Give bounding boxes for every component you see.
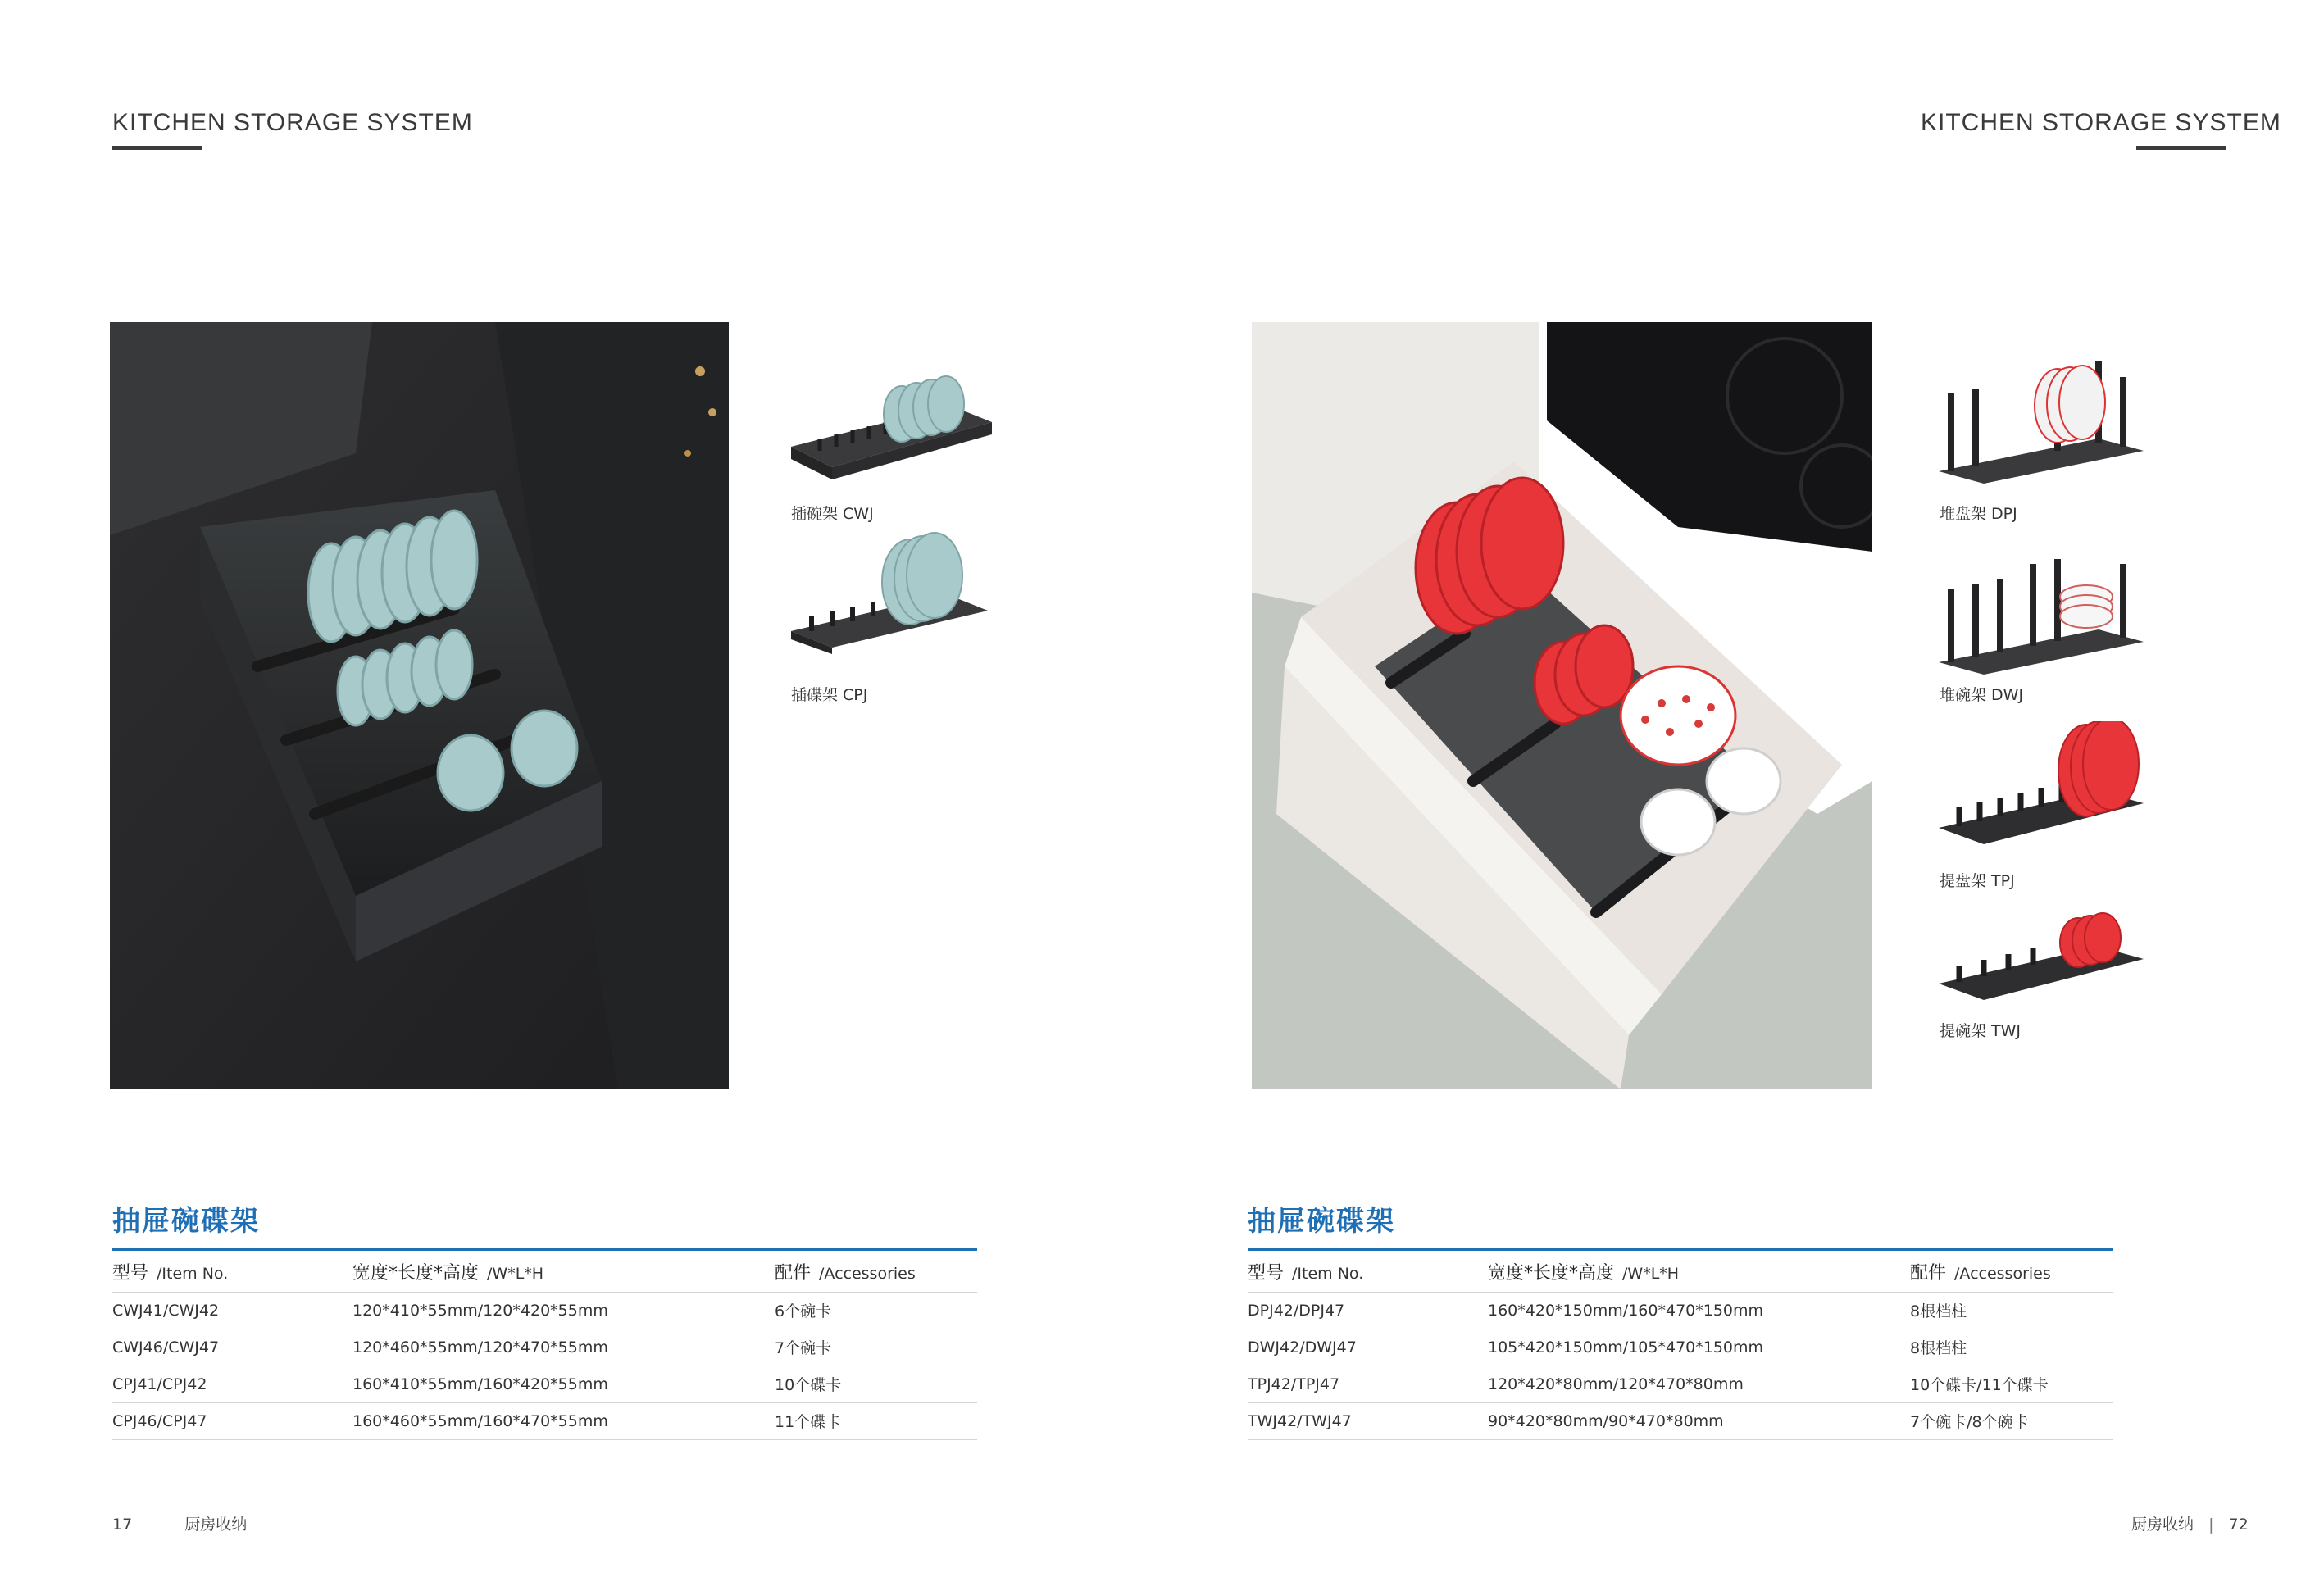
cell-accessories: 8根档柱 bbox=[1910, 1292, 2113, 1329]
right-page-number: 72 bbox=[2228, 1516, 2249, 1534]
col-dimensions: 宽度*长度*高度 /W*L*H bbox=[1488, 1252, 1910, 1292]
cwj-rack-thumbnail bbox=[787, 373, 996, 488]
cell-accessories: 6个碗卡 bbox=[775, 1292, 977, 1329]
plate-stack-rack-icon bbox=[1935, 357, 2148, 488]
right-header-title: KITCHEN STORAGE SYSTEM bbox=[1921, 109, 2281, 136]
cell-item-no: CPJ41/CPJ42 bbox=[112, 1366, 352, 1402]
dpj-rack-thumbnail bbox=[1935, 357, 2148, 488]
table-row bbox=[112, 1329, 977, 1366]
table-row bbox=[1248, 1366, 2113, 1402]
col-dimensions: 宽度*长度*高度 /W*L*H bbox=[352, 1252, 775, 1292]
cell-accessories: 11个碟卡 bbox=[775, 1402, 977, 1439]
cell-item-no: TWJ42/TWJ47 bbox=[1248, 1402, 1488, 1439]
table-header-row bbox=[112, 1252, 977, 1292]
table-row bbox=[1248, 1402, 2113, 1439]
cpj-rack-thumbnail bbox=[787, 525, 996, 656]
left-section-rule bbox=[112, 1248, 977, 1251]
bowl-stack-rack-icon bbox=[1935, 548, 2148, 679]
dpj-rack-label: 堆盘架 DPJ bbox=[1940, 505, 2017, 523]
left-header-title: KITCHEN STORAGE SYSTEM bbox=[112, 109, 473, 136]
cell-accessories: 8根档柱 bbox=[1910, 1329, 2113, 1366]
right-footer-text: 厨房收纳 bbox=[2131, 1516, 2194, 1534]
left-section-title: 抽屉碗碟架 bbox=[112, 1205, 260, 1238]
cell-accessories: 10个碟卡 bbox=[775, 1366, 977, 1402]
cell-dimensions: 120*460*55mm/120*470*55mm bbox=[352, 1329, 775, 1366]
col-item-no: 型号 /Item No. bbox=[112, 1252, 352, 1292]
cell-dimensions: 90*420*80mm/90*470*80mm bbox=[1488, 1402, 1910, 1439]
bowl-rack-icon bbox=[787, 373, 996, 488]
cell-item-no: CWJ41/CWJ42 bbox=[112, 1292, 352, 1329]
cell-dimensions: 120*420*80mm/120*470*80mm bbox=[1488, 1366, 1910, 1402]
left-header-rule bbox=[112, 146, 202, 150]
right-footer bbox=[2131, 1512, 2249, 1534]
cell-dimensions: 160*410*55mm/160*420*55mm bbox=[352, 1366, 775, 1402]
cell-item-no: DPJ42/DPJ47 bbox=[1248, 1292, 1488, 1329]
cell-item-no: CPJ46/CPJ47 bbox=[112, 1402, 352, 1439]
twj-rack-thumbnail bbox=[1935, 902, 2148, 1008]
cell-item-no: DWJ42/DWJ47 bbox=[1248, 1329, 1488, 1366]
cell-dimensions: 120*410*55mm/120*420*55mm bbox=[352, 1292, 775, 1329]
right-footer-divider: | bbox=[2208, 1516, 2214, 1534]
right-header-rule bbox=[2136, 146, 2226, 150]
bowl-carry-rack-icon bbox=[1935, 902, 2148, 1008]
cpj-rack-label: 插碟架 CPJ bbox=[791, 686, 868, 704]
cell-item-no: CWJ46/CWJ47 bbox=[112, 1329, 352, 1366]
cell-accessories: 7个碗卡/8个碗卡 bbox=[1910, 1402, 2113, 1439]
cell-accessories: 10个碟卡/11个碟卡 bbox=[1910, 1366, 2113, 1402]
cell-accessories: 7个碗卡 bbox=[775, 1329, 977, 1366]
dwj-rack-label: 堆碗架 DWJ bbox=[1940, 686, 2024, 704]
twj-rack-label: 提碗架 TWJ bbox=[1940, 1022, 2022, 1040]
table-row bbox=[1248, 1329, 2113, 1366]
left-footer-text: 厨房收纳 bbox=[184, 1516, 248, 1534]
table-row bbox=[112, 1402, 977, 1439]
right-spec-table bbox=[1248, 1252, 2113, 1440]
table-header-row bbox=[1248, 1252, 2113, 1292]
right-product-photo bbox=[1252, 322, 1872, 1089]
cell-item-no: TPJ42/TPJ47 bbox=[1248, 1366, 1488, 1402]
cell-dimensions: 160*420*150mm/160*470*150mm bbox=[1488, 1292, 1910, 1329]
cell-dimensions: 160*460*55mm/160*470*55mm bbox=[352, 1402, 775, 1439]
col-accessories: 配件 /Accessories bbox=[775, 1252, 977, 1292]
left-footer bbox=[112, 1512, 247, 1534]
dwj-rack-thumbnail bbox=[1935, 548, 2148, 679]
cell-dimensions: 105*420*150mm/105*470*150mm bbox=[1488, 1329, 1910, 1366]
left-page-number: 17 bbox=[112, 1516, 133, 1534]
right-section-rule bbox=[1248, 1248, 2113, 1251]
table-row bbox=[112, 1366, 977, 1402]
tpj-rack-thumbnail bbox=[1935, 721, 2148, 857]
left-spec-table bbox=[112, 1252, 977, 1440]
table-row bbox=[1248, 1292, 2113, 1329]
col-accessories: 配件 /Accessories bbox=[1910, 1252, 2113, 1292]
plate-carry-rack-icon bbox=[1935, 721, 2148, 857]
tpj-rack-label: 提盘架 TPJ bbox=[1940, 872, 2015, 890]
col-item-no: 型号 /Item No. bbox=[1248, 1252, 1488, 1292]
table-row bbox=[112, 1292, 977, 1329]
plate-rack-icon bbox=[787, 525, 996, 656]
left-product-photo bbox=[110, 322, 729, 1089]
cwj-rack-label: 插碗架 CWJ bbox=[791, 505, 874, 523]
right-section-title: 抽屉碗碟架 bbox=[1248, 1205, 1395, 1238]
